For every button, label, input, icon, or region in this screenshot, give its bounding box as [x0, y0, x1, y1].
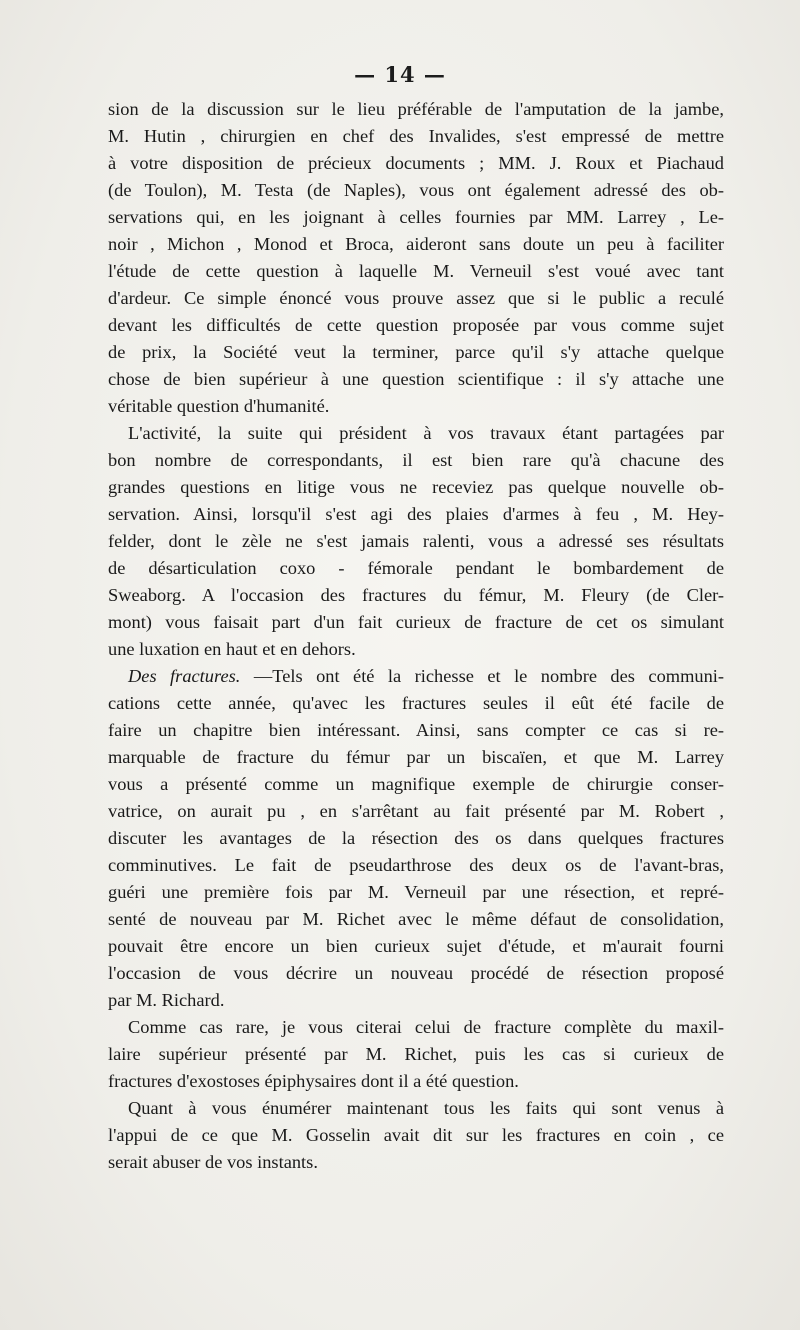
text-line: devant les difficultés de cette question proposée par vous comme sujet	[108, 315, 724, 335]
text-line: l'occasion de vous décrire un nouveau procédé de résection proposé	[108, 963, 724, 983]
text-line: à votre disposition de précieux documents ; MM. J. Roux et Piachaud	[108, 153, 724, 173]
text-line: mont) vous faisait part d'un fait curieux de fracture de cet os simulant	[108, 612, 724, 632]
text-line: sion de la discussion sur le lieu préférable de l'amputation de la jambe,	[108, 99, 724, 119]
text-line: laire supérieur présenté par M. Richet, puis les cas si curieux de	[108, 1044, 724, 1064]
text-line: Quant à vous énumérer maintenant tous les faits qui sont venus à	[128, 1098, 724, 1118]
text-line: comminutives. Le fait de pseudarthrose des deux os de l'avant-bras,	[108, 855, 724, 875]
text-line: felder, dont le zèle ne s'est jamais ralenti, vous a adressé ses résultats	[108, 531, 724, 551]
text-line: fractures d'exostoses épiphysaires dont il a été question.	[108, 1071, 519, 1091]
text-line: serait abuser de vos instants.	[108, 1152, 318, 1172]
text-line: faire un chapitre bien intéressant. Ainsi, sans compter ce cas si re-	[108, 720, 724, 740]
text-line: grandes questions en litige vous ne receviez pas quelque nouvelle ob-	[108, 477, 724, 497]
text-line: (de Toulon), M. Testa (de Naples), vous ont également adressé des ob-	[108, 180, 724, 200]
text-line: noir , Michon , Monod et Broca, aideront sans doute un peu à faciliter	[108, 234, 724, 254]
text-line: vous a présenté comme un magnifique exemple de chirurgie conser-	[108, 774, 724, 794]
text-line: chose de bien supérieur à une question scientifique : il s'y attache une	[108, 369, 724, 389]
text-line: par M. Richard.	[108, 990, 225, 1010]
text-line: bon nombre de correspondants, il est bien rare qu'à chacune des	[108, 450, 724, 470]
text-line: marquable de fracture du fémur par un biscaïen, et que M. Larrey	[108, 747, 724, 767]
text-line: l'appui de ce que M. Gosselin avait dit sur les fractures en coin , ce	[108, 1125, 724, 1145]
text-line: l'étude de cette question à laquelle M. Verneuil s'est voué avec tant	[108, 261, 724, 281]
text-line: véritable question d'humanité.	[108, 396, 330, 416]
page-number: — 14 —	[354, 62, 446, 87]
text-line: Comme cas rare, je vous citerai celui de fracture complète du maxil-	[128, 1017, 724, 1037]
text-line: L'activité, la suite qui président à vos travaux étant partagées par	[128, 423, 724, 443]
text-line: de prix, la Société veut la terminer, parce qu'il s'y attache quelque	[108, 342, 724, 362]
text-line: cations cette année, qu'avec les fractures seules il eût été facile de	[108, 693, 724, 713]
text-line: d'ardeur. Ce simple énoncé vous prouve assez que si le public a reculé	[108, 288, 724, 308]
text-line: une luxation en haut et en dehors.	[108, 639, 356, 659]
text-line: —Tels ont été la richesse et le nombre des communi-	[253, 666, 724, 686]
text-line: discuter les avantages de la résection des os dans quelques fractures	[108, 828, 724, 848]
text-line: servation. Ainsi, lorsqu'il s'est agi des plaies d'armes à feu , M. Hey-	[108, 504, 724, 524]
body-text	[108, 96, 724, 1176]
section-first-line	[108, 663, 724, 690]
section-heading: Des fractures.	[128, 666, 241, 686]
text-line: senté de nouveau par M. Richet avec le même défaut de consolidation,	[108, 909, 724, 929]
text-line: Sweaborg. A l'occasion des fractures du fémur, M. Fleury (de Cler-	[108, 585, 724, 605]
text-line: servations qui, en les joignant à celles fournies par MM. Larrey , Le-	[108, 207, 724, 227]
text-line: pouvait être encore un bien curieux sujet d'étude, et m'aurait fourni	[108, 936, 724, 956]
text-line: M. Hutin , chirurgien en chef des Invalides, s'est empressé de mettre	[108, 126, 724, 146]
text-line: guéri une première fois par M. Verneuil par une résection, et repré-	[108, 882, 724, 902]
text-line: de désarticulation coxo - fémorale pendant le bombardement de	[108, 558, 724, 578]
text-line: vatrice, on aurait pu , en s'arrêtant au fait présenté par M. Robert ,	[108, 801, 724, 821]
